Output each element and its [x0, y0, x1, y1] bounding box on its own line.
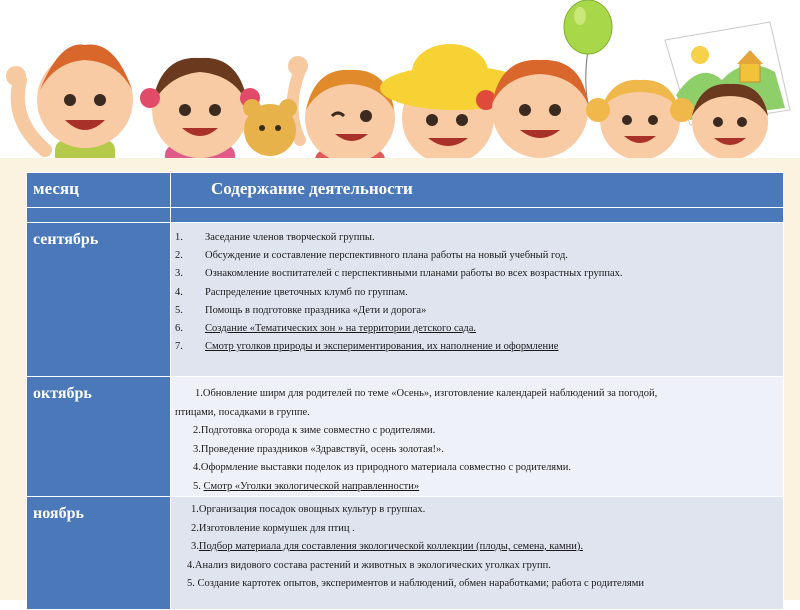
activity-plan-table — [26, 172, 784, 610]
list-item: 2. Обсуждение и составление перспективного плана работы на новый учебный год. — [175, 250, 568, 262]
list-item: птицами, посадками в группе. — [175, 406, 310, 418]
list-item: 5. Помощь в подготовке праздника «Дети и дорога» — [175, 304, 427, 316]
list-item: 3. Ознакомление воспитателей с перспективными планами работы во всех возрастных группах. — [175, 268, 623, 280]
children-banner-illustration — [0, 0, 800, 175]
list-item: 3.Подбор материала для составления экологической коллекции (плоды, семена, камни). — [191, 541, 584, 552]
september-list — [171, 223, 783, 356]
list-item: 4. Распределение цветочных клумб по группам. — [175, 286, 408, 298]
list-item: 6. Создание «Тематических зон » на территории детского сада. — [175, 323, 477, 335]
table-row — [27, 497, 784, 610]
list-item: 1. Заседание членов творческой группы. — [175, 232, 375, 243]
list-item: 5. Смотр «Уголки экологической направленности» — [193, 480, 420, 492]
month-september: сентябрь — [27, 223, 171, 377]
november-content — [171, 497, 784, 610]
table-row — [27, 377, 784, 497]
list-item: 5. Создание картотек опытов, экспериментов и наблюдений, обмен наработками; работа с родителями — [187, 578, 645, 589]
list-item: 2.Изготовление кормушек для птиц . — [191, 522, 355, 534]
october-content — [171, 377, 784, 497]
month-november: ноябрь — [27, 497, 171, 610]
list-item: 7. Смотр уголков природы и экспериментирования, их наполнение и оформление — [175, 341, 559, 353]
list-item: 4.Оформление выставки поделок из природного материала совместно с родителями. — [193, 462, 572, 473]
header-month: месяц — [27, 173, 171, 208]
list-item: 2.Подготовка огорода к зиме совместно с родителями. — [193, 425, 436, 436]
list-item: 3.Проведение праздников «Здравствуй, осень золотая!». — [193, 443, 444, 455]
header-spacer-row — [27, 208, 784, 223]
table-header-row — [27, 173, 784, 208]
table-row — [27, 223, 784, 377]
header-content: Содержание деятельности — [171, 173, 784, 208]
month-october: октябрь — [27, 377, 171, 497]
september-content — [171, 223, 784, 377]
list-item: 4.Анализ видового состава растений и животных в экологических уголках групп. — [187, 559, 551, 571]
list-item: 1.Обновление ширм для родителей по теме «Осень», изготовление календарей наблюдений за погодой, — [195, 388, 658, 399]
list-item: 1.Организация посадок овощных культур в группах. — [191, 504, 426, 515]
